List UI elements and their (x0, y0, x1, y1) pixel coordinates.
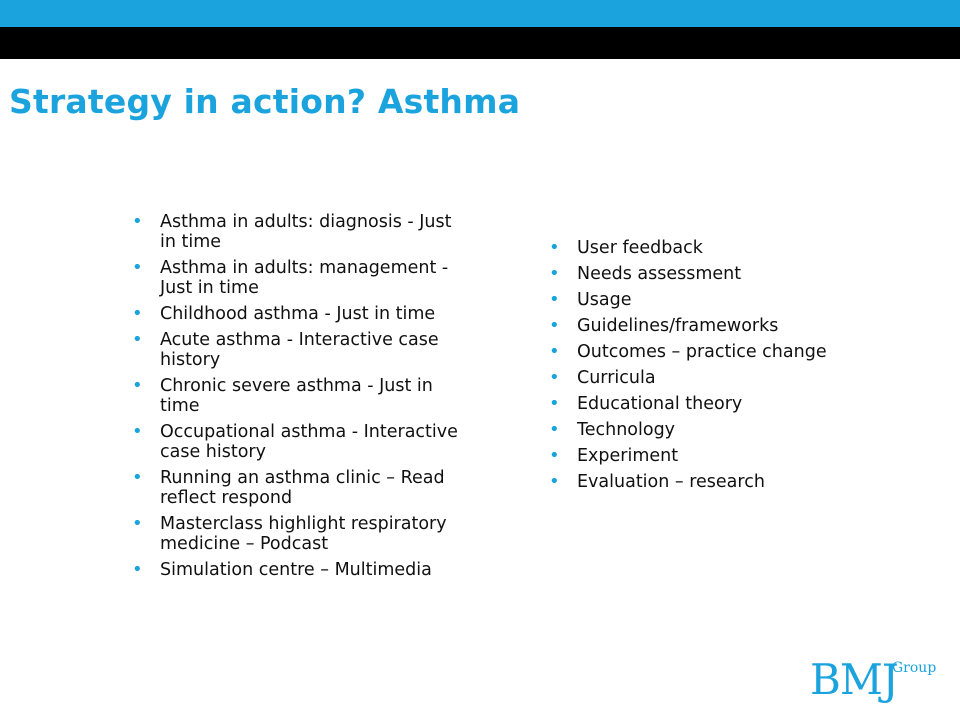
list-item: • Simulation centre – Multimedia (132, 560, 462, 580)
list-item: • Educational theory (549, 394, 849, 414)
slide-title: Strategy in action? Asthma (9, 82, 521, 121)
top-accent-bar (0, 0, 960, 27)
bmj-group-logo (810, 656, 945, 706)
list-item: • Childhood asthma - Just in time (132, 304, 462, 324)
list-item: • Occupational asthma - Interactive case history (132, 422, 462, 462)
list-item: • Masterclass highlight respiratory medicine – Podcast (132, 514, 462, 554)
list-item: • Curricula (549, 368, 849, 388)
list-item: • Technology (549, 420, 849, 440)
left-bullet-list (132, 212, 462, 586)
list-item: • Asthma in adults: diagnosis - Just in time (132, 212, 462, 252)
list-item: • Needs assessment (549, 264, 849, 284)
list-item: • Guidelines/frameworks (549, 316, 849, 336)
top-black-bar (0, 27, 960, 59)
logo-wordmark: BMJ (810, 655, 898, 704)
list-item: • Chronic severe asthma - Just in time (132, 376, 462, 416)
list-item: • Outcomes – practice change (549, 342, 849, 362)
logo-suffix: Group (892, 660, 937, 676)
list-item: • User feedback (549, 238, 849, 258)
list-item: • Usage (549, 290, 849, 310)
list-item: • Evaluation – research (549, 472, 849, 492)
list-item: • Acute asthma - Interactive case history (132, 330, 462, 370)
right-bullet-list (549, 238, 849, 498)
list-item: • Experiment (549, 446, 849, 466)
list-item: • Asthma in adults: management - Just in time (132, 258, 462, 298)
list-item: • Running an asthma clinic – Read reflect respond (132, 468, 462, 508)
